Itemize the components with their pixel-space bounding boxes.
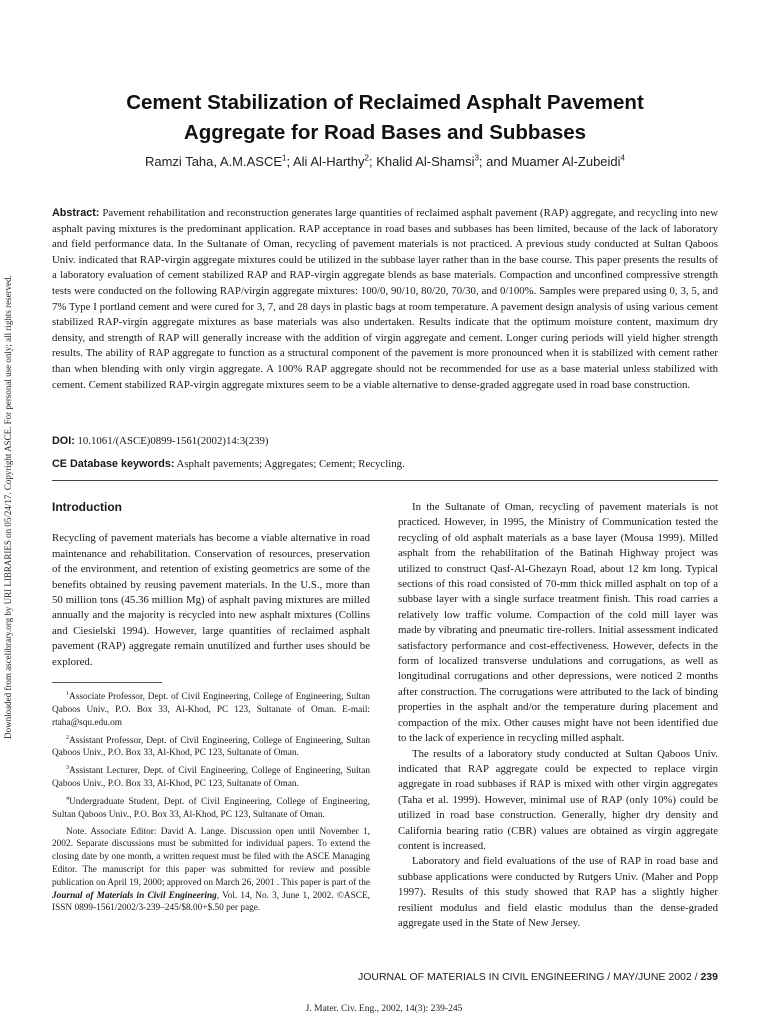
footnote-2-mark: 2 [66,734,69,741]
doi-line [52,434,718,449]
editorial-note [52,826,370,916]
footnote-4-mark: 4 [66,795,69,802]
author-4-affil: 4 [620,153,625,163]
doi-label: DOI: [52,435,75,447]
download-watermark: Downloaded from ascelibrary.org by URI LIBRARIES on 05/24/17. Copyright ASCE. For personal use only; all rights reserved. [3,275,13,739]
abstract [52,206,718,393]
paper-title [52,88,718,148]
keywords-label: CE Database keywords: [52,458,175,470]
author-1-affil: 1 [282,153,287,163]
section-divider [52,480,718,481]
right-paragraph-1: In the Sultanate of Oman, recycling of pavement materials is not practiced. However, in 1995, the Ministry of Communication tested the recycling of old asphalt materials as a base layer (Mousa 1999). Milled asphalt from the rehabilitation of the Batinah Highway project was utilized to construct Qasf-Al-Ghezayn Road, about 12 km long. Typical sections of this road consisted of 70-mm thick milled asphalt on top of a subbase layer with a single surface treatment finish. This road carries a relatively low traffic volume. Compaction of the cold mill layer was made by vibrating and pneumatic tire-rollers. Initial assessment indicated satisfactory performance and cost-effectiveness. However, defects in the form of localized transverse undulations and corrugations, as well as longitudinal corrugations and other depressions, were noticed 2 months after construction. The corrugations were attributed to the lack of binding properties in the asphalt and/or the temperature during placement and compaction of the mix. Other causes might have not been identified due to the lack of experience in recycling milled asphalt. [398,501,718,745]
running-footer-text: JOURNAL OF MATERIALS IN CIVIL ENGINEERING / MAY/JUNE 2002 / [357,971,701,983]
footnote-1-text: Associate Professor, Dept. of Civil Engineering, College of Engineering, Sultan Qaboos Univ., P.O. Box 33, Al-Khod, PC 123, Sultanate of Oman. E-mail: rtaha@squ.edu.om [52,692,370,728]
keywords-value: Asphalt pavements; Aggregates; Cement; Recycling. [176,458,405,470]
title-line-1: Cement Stabilization of Reclaimed Asphalt Pavement [126,91,644,114]
journal-name: Journal of Materials in Civil Engineering [52,890,217,901]
citation-line: J. Mater. Civ. Eng., 2002, 14(3): 239-245 [305,1004,463,1014]
footnote-3-text: Assistant Lecturer, Dept. of Civil Engineering, College of Engineering, Sultan Qaboos Univ., P.O. Box 33, Al-Khod, PC 123, Sultanate of Oman. [52,766,370,790]
abstract-label: Abstract: [52,207,100,219]
running-footer [52,971,718,983]
doi-value[interactable]: 10.1061/(ASCE)0899-1561(2002)14:3(239) [77,435,269,447]
intro-paragraph-1: Recycling of pavement materials has become a viable alternative in road maintenance and rehabilitation. Conservation of resources, preservation of the environment, and retention of existing geometrics are some of the benefits obtained by reusing pavement materials. In the U.S., more than 50 million tons (45.36 million Mg) of asphalt paving mixtures are milled annually and the majority is recycled into new asphalt mixtures (Collins and Ciesielski 1994). However, large quantities of reclaimed asphalt pavement (RAP) aggregate remain unutilized and further uses should be explored. [52,532,370,668]
page-number: 239 [700,971,718,983]
right-paragraph-3: Laboratory and field evaluations of the use of RAP in road base and subbase applications were conducted by Rutgers Univ. (Maher and Popp 1997). Results of this study showed that RAP has a slightly higher resilient modulus and field elastic modulus than the dense-graded aggregate used in the State of New Jersey. [398,855,718,929]
right-paragraph-2: The results of a laboratory study conducted at Sultan Qaboos Univ. indicated that RAP aggregate could be expected to replace virgin aggregate in road subbases if RAP is mixed with other virgin aggregates (Taha et al. 1999). However, minimal use of RAP (only 10%) could be utilized in road base construction. Generally, higher dry density and California bearing ratio (CBR) values are obtained as virgin aggregate content is increased. [398,747,718,852]
footnote-2-text: Assistant Professor, Dept. of Civil Engineering, College of Engineering, Sultan Qaboos Univ., P.O. Box 33, Al-Khod, PC 123, Sultanate of Oman. [52,735,370,759]
footnote-4-text: Undergraduate Student, Dept. of Civil Engineering, College of Engineering, Sultan Qaboos Univ., P.O. Box 33, Al-Khod, PC 123, Sultanate of Oman. [52,797,370,820]
author-1: Ramzi Taha, A.M.ASCE [144,154,283,169]
footnote-4 [52,793,370,822]
footnote-3-mark: 3 [66,765,69,772]
editorial-note-tail: , Vol. 14, No. 3, June 1, 2002. ©ASCE, ISSN 0899-1561/2002/3-239–245/$8.00+$.50 per page. [52,890,371,914]
footnote-3 [52,762,370,791]
right-column [398,500,718,931]
author-list [52,153,718,171]
footnote-divider [52,682,162,683]
section-heading-introduction: Introduction [52,500,122,514]
author-3: ; Khalid Al-Shamsi [368,154,475,169]
author-4: ; and Muamer Al-Zubeidi [478,154,621,169]
footnote-1 [52,688,370,729]
keywords-line [52,457,718,472]
author-3-affil: 3 [474,153,479,163]
author-2: ; Ali Al-Harthy [286,154,365,169]
title-line-2: Aggregate for Road Bases and Subbases [183,121,587,144]
footnote-2 [52,732,370,761]
footnote-1-mark: 1 [66,691,69,698]
editorial-note-text: Note. Associate Editor: David A. Lange. Discussion open until November 1, 2002. Separate discussions must be submitted for individual papers. To extend the closing date by one month, a written request must be filed with the ASCE Managing Editor. The manuscript for this paper was submitted for review and possible publication on April 19, 2000; approved on March 26, 2001 . This paper is part of the [52,826,370,888]
abstract-text: Pavement rehabilitation and reconstruction generates large quantities of reclaimed asphalt pavement (RAP) aggregate, and recycling into new asphalt paving mixtures is the predominant application. RAP acceptance in road bases and subbases has been limited, because of the lack of laboratory and field performance data. In the Sultanate of Oman, recycling of pavement materials is not practiced. A previous study conducted at Sultan Qaboos Univ. indicated that RAP-virgin aggregate mixtures could be utilized in the subbase layer rather than in the base course. This paper presents the results of a laboratory evaluation of cement stabilized RAP and RAP-virgin aggregate blends as base materials. Compaction and unconfined compressive strength tests were conducted on the following RAP/virgin aggregate mixtures: 100/0, 90/10, 80/20, 70/30, and 0/100%. Samples were prepared using 0, 3, 5, and 7% Type I portland cement and were cured for 3, 7, and 28 days in plastic bags at room temperature. A pavement design analysis of using various cement stabilized RAP-virgin aggregate mixtures as base materials was also undertaken. Results indicate that the optimum moisture content, maximum dry density, and strength of RAP will generally increase with the addition of virgin aggregate and cement. Longer curing periods will yield higher strength results. The ability of RAP aggregate to function as a structural component of the pavement is more pronounced when it is stabilized with cement rather than when blending with only virgin aggregate. A 100% RAP aggregate should not be recommended for use as a base material unless stabilized with cement. Cement stabilized RAP-virgin aggregate mixtures seem to be a viable alternative to dense-graded aggregate used in road base construction. [52,207,718,391]
author-2-affil: 2 [364,153,369,163]
left-column [52,500,370,917]
